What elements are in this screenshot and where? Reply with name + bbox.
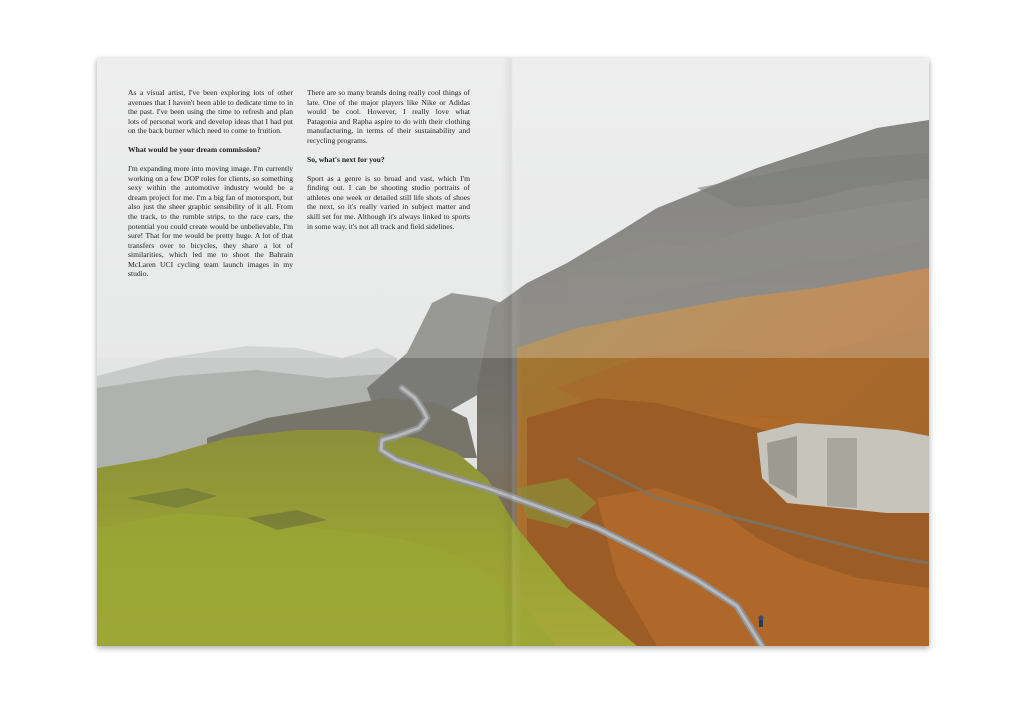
question-heading: So, what's next for you? bbox=[307, 154, 385, 164]
question-heading: What would be your dream commission? bbox=[128, 145, 261, 155]
magazine-spread bbox=[97, 58, 929, 646]
paragraph: There are so many brands doing really cool things of late. One of the major players like Nike or Adidas would be cool. However, I really love what Patagonia and Rapha aspire to do with their clothing manufacturing, in terms of their sustainability and recycling programs. bbox=[307, 88, 470, 145]
paragraph: I'm expanding more into moving image. I'm currently working on a few DOP roles for clients, so something sexy within the automotive industry would be a dream project for me. I'm a big fan of motorsport, but also just the sheer graphic sensibility of it all. From the track, to the rumble strips, to the race cars, the potential you could create would be unbelievable, I'm sure! That for me would be pretty huge. A lot of that transfers over to bicycles, they share a lot of similarities, which led me to shoot the Bahrain McLaren UCI cycling team launch images in my studio. bbox=[128, 164, 293, 279]
paragraph: Sport as a genre is so broad and vast, which I'm finding out. I can be shooting studio portraits of athletes one week or detailed still life shots of shoes the next, so it's really varied in subject matter and skill set for me. Although it's always linked to sports in some way, it's not all track and field sidelines. bbox=[307, 173, 470, 231]
text-column-right bbox=[307, 88, 470, 241]
text-column-left bbox=[128, 88, 293, 288]
paragraph: As a visual artist, I've been exploring lots of other avenues that I haven't been able to dedicate time to in the past. I've been using the time to refresh and plan lots of personal work and develop ideas that I had put on the back burner which need to come to fruition. bbox=[128, 88, 293, 136]
